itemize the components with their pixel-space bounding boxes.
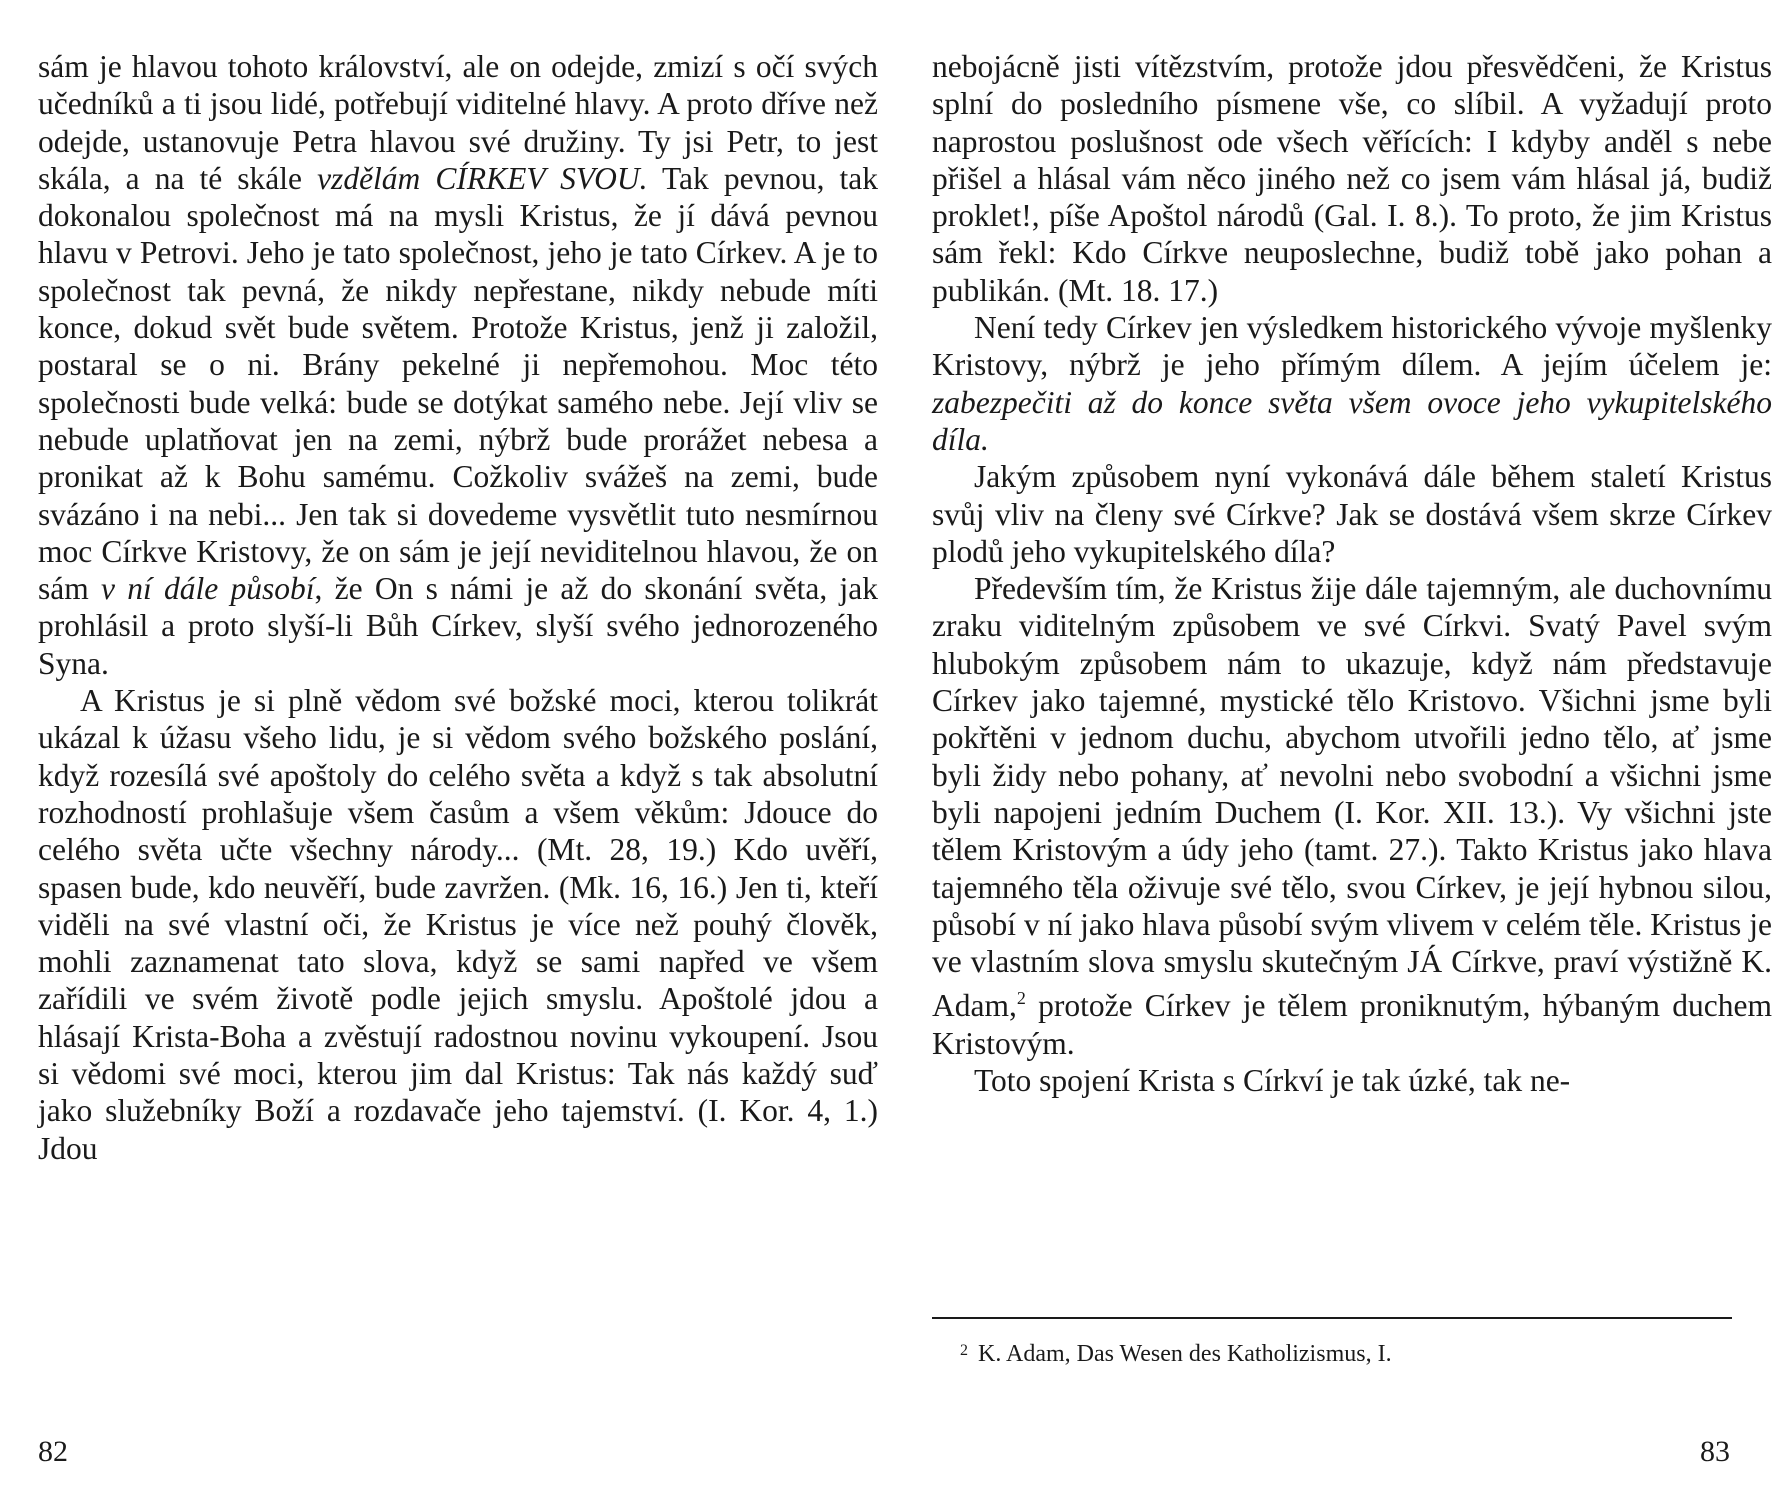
- paragraph: [932, 570, 1772, 1062]
- page-number-left: 82: [38, 1435, 68, 1468]
- left-page-text: [38, 48, 878, 1167]
- italic-text: zabezpečiti až do konce světa všem ovoce jeho vykupitelského díla.: [932, 384, 1772, 457]
- text-run: , že On s námi je až do skonání světa, jak prohlásil a proto slyší-li Bůh Církev, slyší svého jednorozeného Syna.: [38, 571, 878, 681]
- text-run: Toto spojení Krista s Církví je tak úzké, tak ne-: [974, 1063, 1571, 1099]
- text-run: Především tím, že Kristus žije dále tajemným, ale duchovnímu zraku viditelným způsobem ve své Církvi. Svatý Pavel svým hlubokým způsobem nám to ukazuje, když nám představuje Církev jako tajemné, mystické tělo Kristovo. Všichni jsme byli pokřtěni v jednom duchu, abychom utvořili jedno tělo, ať jsme byli židy nebo pohany, ať nevolni nebo svobodní a všichni jsme byli napojeni jedním Duchem (I. Kor. XII. 13.). Vy všichni jste tělem Kristovým a údy jeho (tamt. 27.). Takto Kristus jako hlava tajemného těla oživuje své tělo, svou Církev, je její hybnou silou, působí v ní jako hlava působí svým vlivem v celém těle. Kristus je ve vlastním slova smyslu skutečným JÁ Církve, praví výstižně K. Adam,: [932, 571, 1772, 1024]
- italic-text: vzdělám CÍRKEV SVOU.: [317, 160, 648, 196]
- right-page-text: [932, 48, 1772, 1099]
- text-run: nebojácně jisti vítězstvím, protože jdou přesvědčeni, že Kristus splní do posledního písmene vše, co slíbil. A vyžadují proto naprostou poslušnost ode všech věřících: I kdyby anděl s nebe přišel a hlásal vám něco jiného než co jsem vám hlásal já, budiž proklet!, píše Apoštol národů (Gal. I. 8.). To proto, že jim Kristus sám řekl: Kdo Církve neuposlechne, budiž tobě jako pohan a publikán. (Mt. 18. 17.): [932, 49, 1772, 308]
- footnote-marker: 2: [960, 1342, 968, 1359]
- footnote: [960, 1336, 1740, 1369]
- paragraph: [932, 309, 1772, 458]
- text-run: protože Církev je tělem proniknutým, hýbaným duchem Kristovým.: [932, 988, 1772, 1061]
- text-run: Není tedy Církev jen výsledkem historického vývoje myšlenky Kristovy, nýbrž je jeho přímým dílem. A jejím účelem je:: [932, 310, 1772, 383]
- paragraph: [932, 48, 1772, 309]
- paragraph: [38, 48, 878, 682]
- paragraph: [932, 1062, 1772, 1099]
- paragraph: [932, 458, 1772, 570]
- text-run: Jakým způsobem nyní vykonává dále během staletí Kristus svůj vliv na členy své Církve? Jak se dostává všem skrze Církev plodů jeho vykupitelského díla?: [932, 459, 1772, 569]
- text-run: Tak pevnou, tak dokonalou společnost má na mysli Kristus, že jí dává pevnou hlavu v Petrovi. Jeho je tato společnost, jeho je tato Církev. A je to společnost tak pevná, že nikdy nepřestane, nikdy nebude míti konce, dokud svět bude světem. Protože Kristus, jenž ji založil, postaral se o ni. Brány pekelné ji nepřemohou. Moc této společnosti bude velká: bude se dotýkat samého nebe. Její vliv se nebude uplatňovat jen na zemi, nýbrž bude prorážet nebesa a pronikat až k Bohu samému. Cožkoliv svážeš na zemi, bude svázáno i na nebi... Jen tak si dovedeme vysvětlit tuto nesmírnou moc Církve Kristovy, že on sám je její neviditelnou hlavou, že on sám: [38, 160, 878, 607]
- paragraph: [38, 682, 878, 1167]
- text-run: sám je hlavou tohoto království, ale on odejde, zmizí s očí svých učedníků a ti jsou lidé, potřebují viditelné hlavy. A proto dříve než odejde, ustanovuje Petra hlavou své družiny. Ty jsi Petr, to jest skála, a na té skále: [38, 49, 878, 196]
- footnote-divider: [932, 1317, 1732, 1319]
- footnote-reference: 2: [1016, 988, 1026, 1009]
- right-page: [932, 48, 1772, 1099]
- left-page: [38, 48, 878, 1167]
- text-run: A Kristus je si plně vědom své božské moci, kterou tolikrát ukázal k úžasu všeho lidu, je si vědom svého božského poslání, když rozesílá své apoštoly do celého světa a když s tak absolutní rozhodností prohlašuje všem časům a všem věkům: Jdouce do celého světa učte všechny národy... (Mt. 28, 19.) Kdo uvěří, spasen bude, kdo neuvěří, bude zavržen. (Mk. 16, 16.) Jen ti, kteří viděli na své vlastní oči, že Kristus je více než pouhý člověk, mohli zaznamenat tato slova, když se sami napřed ve všem zařídili ve svém životě podle jejich smyslu. Apoštolé jdou a hlásají Krista-Boha a zvěstují radostnou novinu vykoupení. Jsou si vědomi své moci, kterou jim dal Kristus: Tak nás každý suď jako služebníky Boží a rozdavače jeho tajemství. (I. Kor. 4, 1.) Jdou: [38, 683, 878, 1166]
- italic-text: v ní dále působí: [101, 571, 315, 607]
- page-number-right: 83: [1700, 1435, 1730, 1468]
- footnote-text: K. Adam, Das Wesen des Katholizismus, I.: [978, 1341, 1392, 1367]
